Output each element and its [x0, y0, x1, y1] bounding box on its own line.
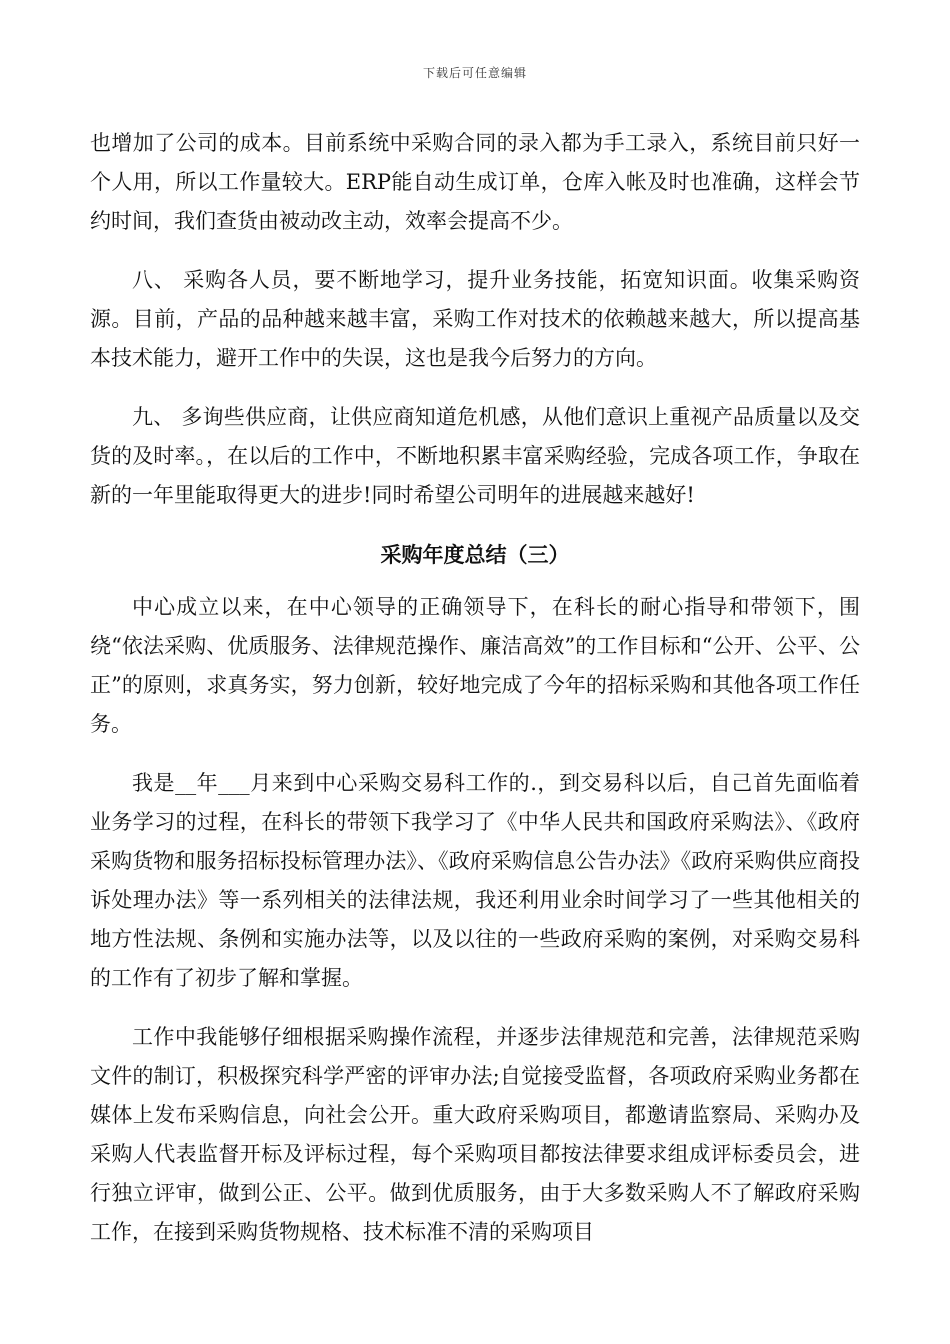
paragraph-item-9: 九、 多询些供应商，让供应商知道危机感，从他们意识上重视产品质量以及交货的及时率。，在以后的工作中，不断地积累丰富采购经验，完成各项工作，争取在新的一年里能取得更大的进步!同时希望公司明年的进展越来越好!: [90, 405, 860, 507]
paragraph-intro: 中心成立以来，在中心领导的正确领导下，在科长的耐心指导和带领下，围绕“依法采购、优质服务、法律规范操作、廉洁高效”的工作目标和“公开、公平、公正”的原则，求真务实，努力创新，较好地完成了今年的招标采购和其他各项工作任务。: [90, 595, 860, 736]
paragraph-work: 工作中我能够仔细根据采购操作流程，并逐步法律规范和完善，法律规范采购文件的制订，积极探究科学严密的评审办法;自觉接受监督，各项政府采购业务都在媒体上发布采购信息，向社会公开。重大政府采购项目，都邀请监察局、采购办及采购人代表监督开标及评标过程，每个采购项目都按法律要求组成评标委员会，进行独立评审，做到公正、公平。做到优质服务，由于大多数采购人不了解政府采购工作，在接到采购货物规格、技术标准不清的采购项目: [90, 1025, 860, 1244]
section-title: 采购年度总结（三）: [380, 542, 570, 567]
document-body: [90, 124, 860, 1272]
paragraph-study: 我是__年___月来到中心采购交易科工作的.，到交易科以后，自己首先面临着业务学习的过程，在科长的带领下我学习了《中华人民共和国政府采购法》、《政府采购货物和服务招标投标管理办法》、《政府采购信息公告办法》《政府采购供应商投诉处理办法》等一系列相关的法律法规，我还利用业余时间学习了一些其他相关的地方性法规、条例和实施办法等，以及以往的一些政府采购的案例，对采购交易科的工作有了初步了解和掌握。: [90, 771, 860, 990]
paragraph-item-8: 八、 采购各人员，要不断地学习，提升业务技能，拓宽知识面。收集采购资源。目前，产品的品种越来越丰富，采购工作对技术的依赖越来越大，所以提高基本技术能力，避开工作中的失误，这也是我今后努力的方向。: [90, 268, 860, 370]
page-header: 下载后可任意编辑: [422, 66, 527, 80]
paragraph-continuation: 也增加了公司的成本。目前系统中采购合同的录入都为手工录入，系统目前只好一个人用，所以工作量较大。ERP能自动生成订单，仓库入帐及时也准确，这样会节约时间，我们查货由被动改主动，效率会提高不少。: [90, 131, 860, 233]
